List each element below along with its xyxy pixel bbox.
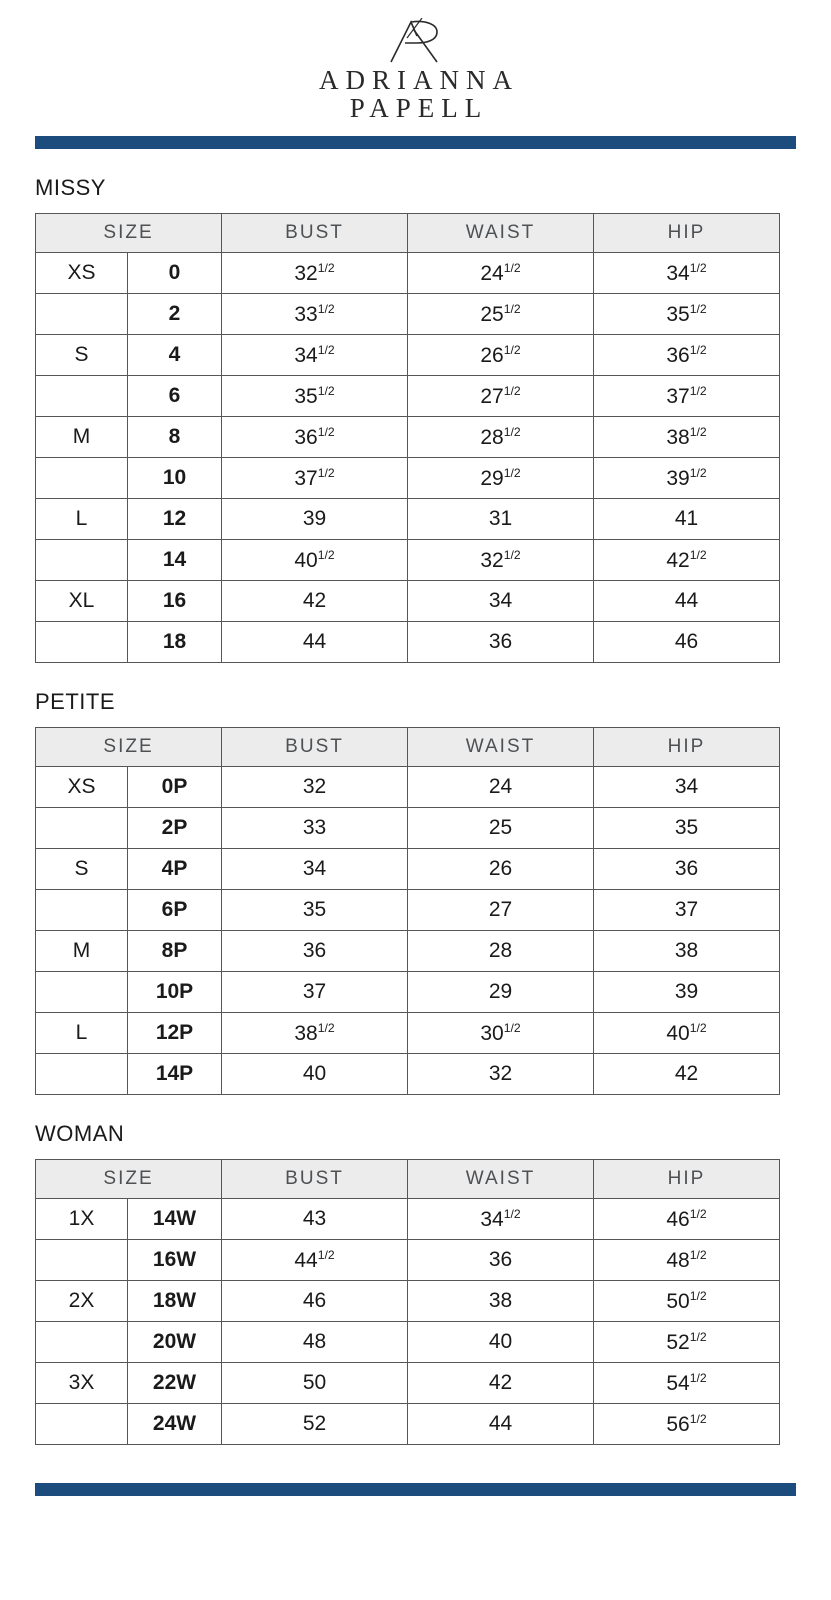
table-row [36,622,780,663]
table-row [36,1281,780,1322]
table-row [36,1404,780,1445]
bust-cell: 36 [222,931,408,972]
numeric-size-cell: 8P [128,931,222,972]
alpha-size-cell: XS [36,253,128,294]
numeric-size-cell: 18 [128,622,222,663]
hip-cell: 46 [594,622,780,663]
alpha-size-cell [36,890,128,931]
hip-cell: 41 [594,499,780,540]
bust-cell: 32 [222,767,408,808]
alpha-size-cell: XS [36,767,128,808]
waist-cell: $28^{1/2}$ [408,417,594,458]
hip-cell: 36 [594,849,780,890]
alpha-size-cell: L [36,1013,128,1054]
alpha-size-cell: L [36,499,128,540]
top-accent-rule [35,136,796,149]
waist-cell: $24^{1/2}$ [408,253,594,294]
table-row [36,931,780,972]
table-header-row [36,214,780,253]
table-row [36,581,780,622]
numeric-size-cell: 2 [128,294,222,335]
numeric-size-cell: 4 [128,335,222,376]
column-header-waist: WAIST [408,1160,594,1199]
waist-cell: 34 [408,581,594,622]
hip-cell: $36^{1/2}$ [594,335,780,376]
table-row [36,849,780,890]
numeric-size-cell: 4P [128,849,222,890]
waist-cell: 40 [408,1322,594,1363]
numeric-size-cell: 14 [128,540,222,581]
waist-cell: 26 [408,849,594,890]
table-row [36,1013,780,1054]
waist-cell: 36 [408,1240,594,1281]
bust-cell: $34^{1/2}$ [222,335,408,376]
bust-cell: 50 [222,1363,408,1404]
bust-cell: 40 [222,1054,408,1095]
table-row [36,335,780,376]
hip-cell: $34^{1/2}$ [594,253,780,294]
section-title-woman: WOMAN [35,1121,125,1146]
bust-cell: 42 [222,581,408,622]
bust-cell: 52 [222,1404,408,1445]
table-row [36,376,780,417]
waist-cell: 38 [408,1281,594,1322]
waist-cell: 25 [408,808,594,849]
numeric-size-cell: 12 [128,499,222,540]
table-row [36,972,780,1013]
brand-name-line1: ADRIANNA [319,65,519,95]
hip-cell: $54^{1/2}$ [594,1363,780,1404]
waist-cell: $30^{1/2}$ [408,1013,594,1054]
bust-cell: $44^{1/2}$ [222,1240,408,1281]
bottom-accent-rule [35,1483,796,1496]
hip-cell: 44 [594,581,780,622]
hip-cell: $40^{1/2}$ [594,1013,780,1054]
hip-cell: $37^{1/2}$ [594,376,780,417]
numeric-size-cell: 16W [128,1240,222,1281]
table-row [36,458,780,499]
bust-cell: 44 [222,622,408,663]
table-row [36,294,780,335]
numeric-size-cell: 10 [128,458,222,499]
bust-cell: 46 [222,1281,408,1322]
numeric-size-cell: 0 [128,253,222,294]
size-table-woman [35,1159,780,1445]
hip-cell: 37 [594,890,780,931]
table-row [36,253,780,294]
column-header-hip: HIP [594,214,780,253]
hip-cell: $46^{1/2}$ [594,1199,780,1240]
waist-cell: 27 [408,890,594,931]
waist-cell: 36 [408,622,594,663]
waist-cell: $34^{1/2}$ [408,1199,594,1240]
waist-cell: $32^{1/2}$ [408,540,594,581]
hip-cell: $52^{1/2}$ [594,1322,780,1363]
bust-cell: $32^{1/2}$ [222,253,408,294]
column-header-size: SIZE [36,214,222,253]
column-header-waist: WAIST [408,728,594,767]
alpha-size-cell [36,376,128,417]
bust-cell: $40^{1/2}$ [222,540,408,581]
table-header-row [36,1160,780,1199]
waist-cell: $26^{1/2}$ [408,335,594,376]
waist-cell: $27^{1/2}$ [408,376,594,417]
alpha-size-cell [36,1322,128,1363]
table-row [36,1054,780,1095]
waist-cell: 32 [408,1054,594,1095]
column-header-hip: HIP [594,1160,780,1199]
hip-cell: 35 [594,808,780,849]
bust-cell: $36^{1/2}$ [222,417,408,458]
alpha-size-cell [36,972,128,1013]
alpha-size-cell: M [36,417,128,458]
alpha-size-cell: XL [36,581,128,622]
brand-logo [0,0,831,130]
alpha-size-cell [36,540,128,581]
hip-cell: 38 [594,931,780,972]
waist-cell: 44 [408,1404,594,1445]
column-header-bust: BUST [222,214,408,253]
column-header-hip: HIP [594,728,780,767]
numeric-size-cell: 14P [128,1054,222,1095]
numeric-size-cell: 18W [128,1281,222,1322]
hip-cell: $39^{1/2}$ [594,458,780,499]
alpha-size-cell: S [36,335,128,376]
bust-cell: $35^{1/2}$ [222,376,408,417]
numeric-size-cell: 12P [128,1013,222,1054]
column-header-bust: BUST [222,728,408,767]
bust-cell: $33^{1/2}$ [222,294,408,335]
waist-cell: 29 [408,972,594,1013]
alpha-size-cell: S [36,849,128,890]
hip-cell: $48^{1/2}$ [594,1240,780,1281]
numeric-size-cell: 8 [128,417,222,458]
alpha-size-cell [36,294,128,335]
table-row [36,808,780,849]
section-title-petite: PETITE [35,689,116,714]
table-row [36,1199,780,1240]
numeric-size-cell: 22W [128,1363,222,1404]
alpha-size-cell: M [36,931,128,972]
alpha-size-cell: 1X [36,1199,128,1240]
numeric-size-cell: 14W [128,1199,222,1240]
bust-cell: 37 [222,972,408,1013]
waist-cell: $29^{1/2}$ [408,458,594,499]
bust-cell: 33 [222,808,408,849]
alpha-size-cell: 3X [36,1363,128,1404]
bust-cell: 34 [222,849,408,890]
column-header-bust: BUST [222,1160,408,1199]
alpha-size-cell [36,458,128,499]
waist-cell: 42 [408,1363,594,1404]
hip-cell: 34 [594,767,780,808]
bust-cell: $37^{1/2}$ [222,458,408,499]
hip-cell: $35^{1/2}$ [594,294,780,335]
waist-cell: $25^{1/2}$ [408,294,594,335]
alpha-size-cell [36,808,128,849]
alpha-size-cell [36,1240,128,1281]
numeric-size-cell: 0P [128,767,222,808]
table-row [36,890,780,931]
size-table-petite [35,727,780,1095]
numeric-size-cell: 10P [128,972,222,1013]
hip-cell: $38^{1/2}$ [594,417,780,458]
hip-cell: 42 [594,1054,780,1095]
numeric-size-cell: 16 [128,581,222,622]
brand-name [0,64,831,124]
numeric-size-cell: 2P [128,808,222,849]
table-row [36,417,780,458]
alpha-size-cell: 2X [36,1281,128,1322]
hip-cell: $56^{1/2}$ [594,1404,780,1445]
waist-cell: 31 [408,499,594,540]
bust-cell: 35 [222,890,408,931]
column-header-size: SIZE [36,728,222,767]
alpha-size-cell [36,1054,128,1095]
size-table-missy [35,213,780,663]
alpha-size-cell [36,1404,128,1445]
table-row [36,1363,780,1404]
bust-cell: 43 [222,1199,408,1240]
numeric-size-cell: 20W [128,1322,222,1363]
table-row [36,767,780,808]
bust-cell: 39 [222,499,408,540]
hip-cell: 39 [594,972,780,1013]
numeric-size-cell: 6 [128,376,222,417]
column-header-waist: WAIST [408,214,594,253]
table-row [36,1240,780,1281]
brand-name-line2: PAPELL [349,93,489,123]
table-row [36,499,780,540]
section-title-missy: MISSY [35,175,106,200]
table-header-row [36,728,780,767]
table-row [36,540,780,581]
column-header-size: SIZE [36,1160,222,1199]
size-sections [0,175,831,1445]
hip-cell: $42^{1/2}$ [594,540,780,581]
table-row [36,1322,780,1363]
waist-cell: 24 [408,767,594,808]
bust-cell: 48 [222,1322,408,1363]
waist-cell: 28 [408,931,594,972]
adrianna-papell-monogram-icon [381,18,451,64]
numeric-size-cell: 6P [128,890,222,931]
alpha-size-cell [36,622,128,663]
hip-cell: $50^{1/2}$ [594,1281,780,1322]
bust-cell: $38^{1/2}$ [222,1013,408,1054]
numeric-size-cell: 24W [128,1404,222,1445]
